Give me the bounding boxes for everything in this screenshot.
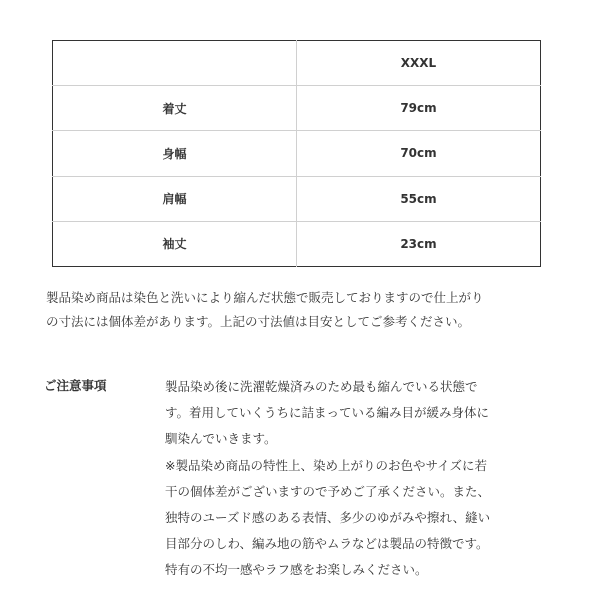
caution-body xyxy=(165,374,555,584)
caution-line: ※製品染め商品の特性上、染め上がりのお色やサイズに若 xyxy=(165,457,487,473)
caution-line: す。着用していくうちに詰まっている編み目が緩み身体に xyxy=(165,405,490,421)
size-table-row-width xyxy=(53,131,541,176)
size-table-row-sleeve xyxy=(53,221,541,266)
header-label-cell xyxy=(53,41,297,86)
caution-line: 特有の不均一感やラフ感をお楽しみください。 xyxy=(165,562,428,578)
header-size-cell: XXXL xyxy=(297,41,541,86)
caution-line: 干の個体差がございますので予めご了承ください。また、 xyxy=(165,483,491,499)
caution-line: 馴染んでいきます。 xyxy=(165,431,277,447)
caution-title: ご注意事項 xyxy=(44,378,107,393)
size-table-row-shoulder xyxy=(53,176,541,221)
caution-line: 製品染め後に洗濯乾燥済みのため最も縮んでいる状態で xyxy=(165,379,478,394)
size-table-row-length xyxy=(53,86,541,131)
size-table-header-row xyxy=(53,41,541,86)
row-value: 23cm xyxy=(400,236,437,251)
size-note-line: の寸法には個体差があります。上記の寸法値は目安としてご参考ください。 xyxy=(46,314,471,329)
row-label: 身幅 xyxy=(53,131,297,176)
size-note xyxy=(46,286,566,334)
row-label: 袖丈 xyxy=(53,221,297,266)
caution-line: 目部分のしわ、編み地の筋やムラなどは製品の特徴です。 xyxy=(165,536,489,552)
size-table xyxy=(52,40,541,267)
row-label: 肩幅 xyxy=(53,176,297,221)
row-value: 55cm xyxy=(297,176,541,221)
row-value: 79cm xyxy=(297,86,541,131)
size-note-line: 製品染め商品は染色と洗いにより縮んだ状態で販売しておりますので仕上がり xyxy=(46,290,484,305)
row-label: 着丈 xyxy=(53,86,297,131)
caution-line: 独特のユーズド感のある表情、多少のゆがみや擦れ、縫い xyxy=(165,510,491,526)
row-value: 70cm xyxy=(297,131,541,176)
